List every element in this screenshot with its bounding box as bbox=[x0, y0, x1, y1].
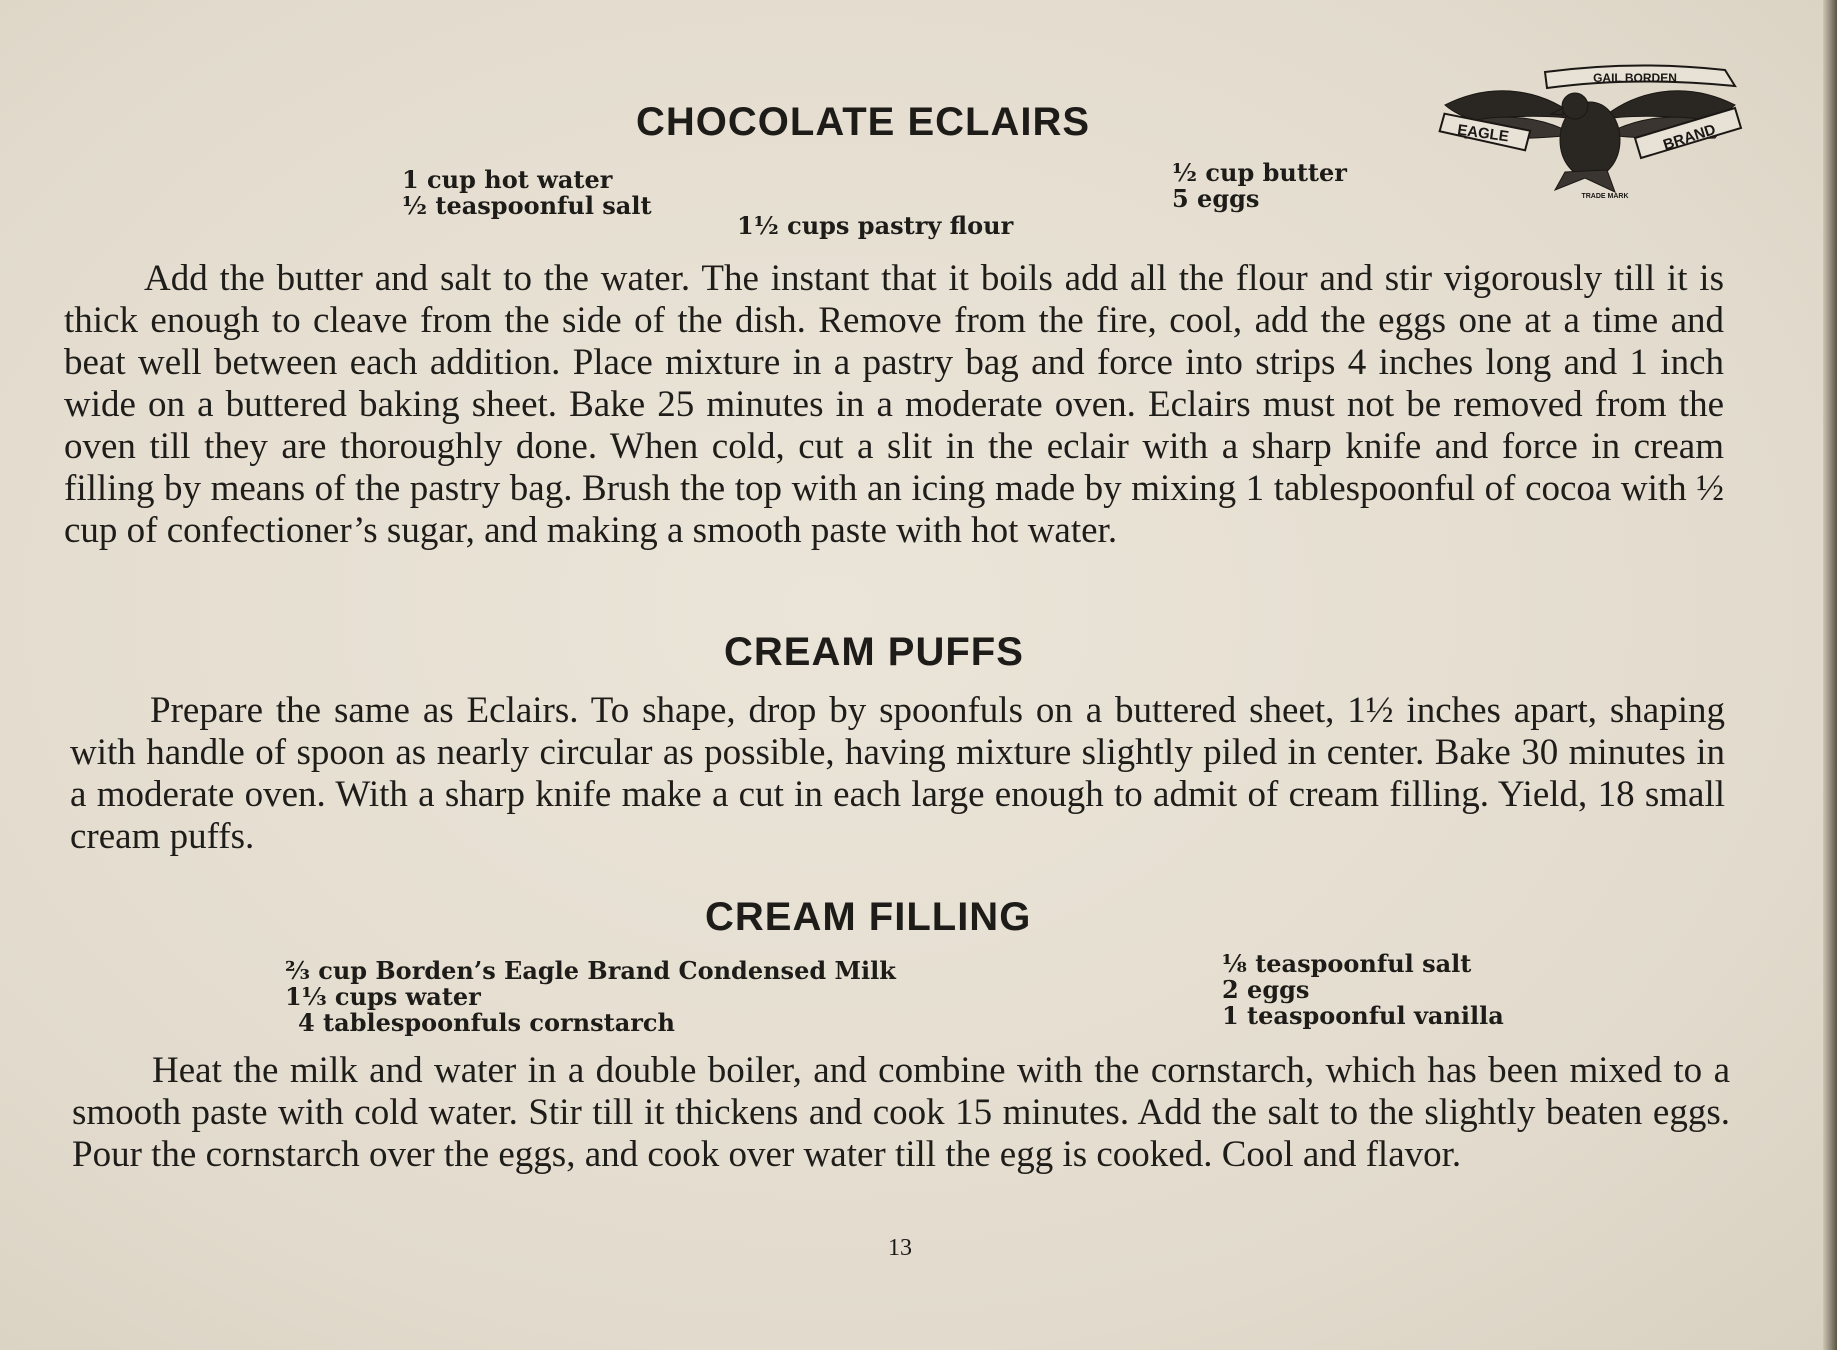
filling-directions bbox=[72, 1050, 1730, 1176]
puffs-directions bbox=[70, 690, 1725, 858]
ingredient-item: 5 eggs bbox=[1172, 184, 1260, 213]
ingredient-item: 2 eggs bbox=[1222, 975, 1310, 1004]
eclairs-ingredients-left bbox=[402, 167, 652, 219]
left-ribbon-text: EAGLE bbox=[1456, 121, 1510, 146]
ingredient-item: ½ teaspoonful salt bbox=[402, 191, 652, 220]
ingredient-item: ⅔ cup Borden’s Eagle Brand Condensed Milk bbox=[285, 956, 896, 985]
directions-text: Prepare the same as Eclairs. To shape, drop by spoonfuls on a buttered sheet, 1½ inches apart, shaping with handle of spoon as nearly circular as possible, having mixture slightly piled in center. Bake 30 minutes in a moderate oven. With a sharp knife make a cut in each large enough to admit of cream filling. Yield, 18 small cream puffs. bbox=[70, 690, 1725, 857]
filling-ingredients-left bbox=[285, 958, 896, 1036]
page-number: 13 bbox=[888, 1235, 912, 1261]
filling-ingredients-right bbox=[1222, 951, 1504, 1029]
right-ribbon-text: BRAND bbox=[1661, 120, 1718, 154]
filling-title: CREAM FILLING bbox=[705, 895, 1032, 939]
eclairs-title: CHOCOLATE ECLAIRS bbox=[636, 100, 1091, 144]
ingredient-item: 1 cup hot water bbox=[402, 165, 613, 194]
ingredient-item: 1 teaspoonful vanilla bbox=[1222, 1001, 1504, 1030]
eclairs-directions bbox=[64, 258, 1724, 552]
page-edge bbox=[1823, 0, 1837, 1350]
ingredient-item: 4 tablespoonfuls cornstarch bbox=[298, 1008, 675, 1037]
ingredient-item: ½ cup butter bbox=[1172, 158, 1347, 187]
ingredient-item: ⅛ teaspoonful salt bbox=[1222, 949, 1472, 978]
directions-text: Heat the milk and water in a double boiler, and combine with the cornstarch, which has been mixed to a smooth paste with cold water. Stir till it thickens and cook 15 minutes. Add the salt to the slightly beaten eggs. Pour the cornstarch over the eggs, and cook over water till the egg is cooked. Cool and flavor. bbox=[72, 1050, 1730, 1175]
ingredient-item: 1⅓ cups water bbox=[285, 982, 481, 1011]
eagle-banner bbox=[1545, 65, 1735, 88]
puffs-title: CREAM PUFFS bbox=[724, 630, 1024, 674]
trade-mark-text: TRADE MARK bbox=[1581, 193, 1629, 200]
directions-text: Add the butter and salt to the water. The instant that it boils add all the flour and stir vigorously till it is thick enough to cleave from the side of the dish. Remove from the fire, cool, add the eggs one at a time and beat well between each addition. Place mixture in a pastry bag and force into strips 4 inches long and 1 inch wide on a buttered baking sheet. Bake 25 minutes in a moderate oven. Eclairs must not be removed from the oven till they are thoroughly done. When cold, cut a slit in the eclair with a sharp knife and force in cream filling by means of the pastry bag. Brush the top with an icing made by mixing 1 tablespoonful of cocoa with ½ cup of confectioner’s sugar, and making a smooth paste with hot water. bbox=[64, 258, 1724, 551]
eclairs-ingredient-center: 1½ cups pastry flour bbox=[737, 211, 1014, 240]
eclairs-ingredients-right bbox=[1172, 160, 1347, 212]
banner-text: GAIL BORDEN bbox=[1593, 71, 1677, 85]
